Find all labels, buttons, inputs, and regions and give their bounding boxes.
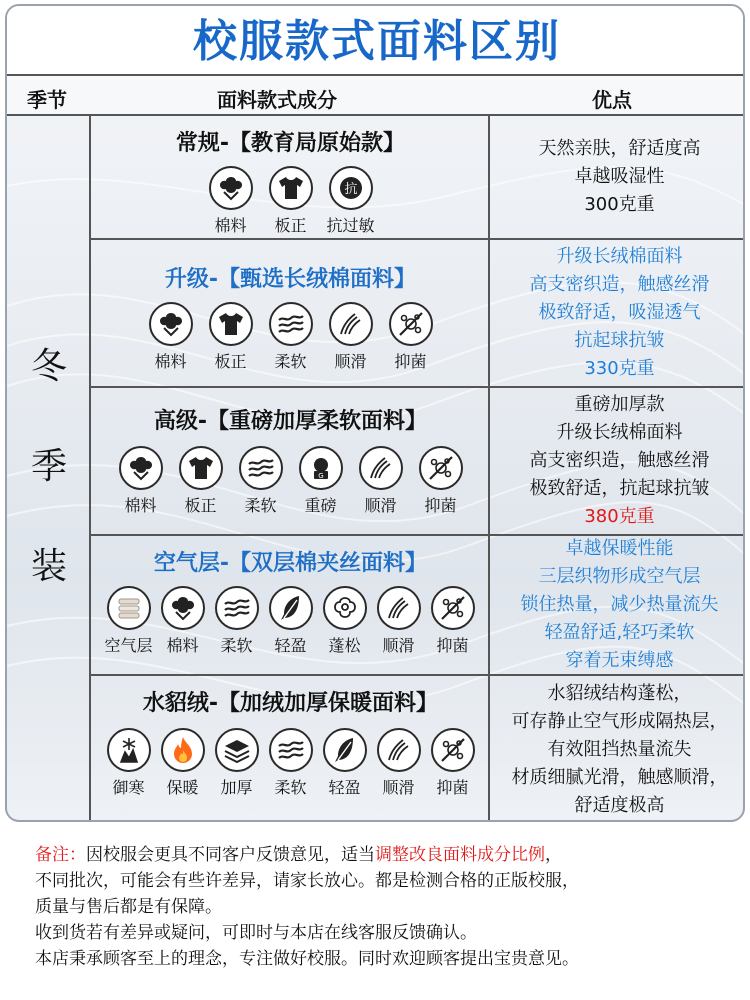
season-char: 装 [31, 546, 68, 587]
cotton-icon [149, 302, 193, 346]
feature-label: 空气层 [104, 636, 153, 655]
note-line: 本店秉承顾客至上的理念，专注做好校服。同时欢迎顾客提出宝贵意见。 [35, 949, 579, 969]
feature-item [321, 166, 381, 236]
feature-item [381, 302, 441, 372]
advantage-line: 380克重 [584, 506, 655, 527]
feature-icons [91, 586, 490, 656]
advantage-line: 锁住热量，减少热量流失 [520, 594, 719, 615]
season-column [7, 116, 91, 822]
feature-label: 板正 [274, 216, 307, 235]
feature-label: 顺滑 [334, 352, 367, 371]
advantage-line: 卓越吸湿性 [574, 166, 665, 187]
feature-item [426, 728, 480, 798]
feather-icon [269, 586, 313, 630]
soft-icon [269, 728, 313, 772]
advantage-line: 可存静止空气形成隔热层， [511, 711, 728, 732]
row-title: 常规-【教育局原始款】 [175, 131, 406, 156]
feature-item [111, 446, 171, 516]
feature-label: 加厚 [220, 778, 253, 797]
tshirt-icon [209, 302, 253, 346]
feature-label: 顺滑 [382, 778, 415, 797]
feature-item [102, 728, 156, 798]
feature-item [351, 446, 411, 516]
anti-allergy-icon [329, 166, 373, 210]
advantage-line: 水貂绒结构蓬松， [547, 683, 692, 704]
feature-label: 抗过敏 [326, 216, 375, 235]
advantage-line: 高支密织造，触感丝滑 [529, 450, 710, 471]
note-line: 不同批次，可能会有些许差异，请家长放心。都是检测合格的正版校服， [35, 871, 579, 891]
advantages-cell [492, 676, 745, 822]
note-line: 质量与售后都是有保障。 [35, 897, 222, 917]
row-title: 空气层-【双层棉夹丝面料】 [153, 551, 428, 576]
advantage-line: 300克重 [584, 194, 655, 215]
note-highlight: 调整改良面料成分比例 [375, 845, 545, 865]
feature-label: 御寒 [112, 778, 145, 797]
smooth-icon [359, 446, 403, 490]
fabric-row [91, 240, 745, 388]
advantage-line: 重磅加厚款 [574, 394, 665, 415]
feature-label: 板正 [184, 496, 217, 515]
feature-item [141, 302, 201, 372]
advantage-line: 卓越保暖性能 [565, 538, 674, 559]
thick-layers-icon [215, 728, 259, 772]
feature-item [156, 728, 210, 798]
feature-label: 抑菌 [424, 496, 457, 515]
feature-label: 顺滑 [364, 496, 397, 515]
feature-icons [91, 728, 490, 798]
notes [35, 842, 735, 972]
row-title: 升级-【甄选长绒棉面料】 [164, 267, 417, 292]
fabric-row [91, 676, 745, 822]
cotton-icon [209, 166, 253, 210]
feature-label: 抑菌 [394, 352, 427, 371]
header-fabric: 面料款式成分 [217, 88, 337, 112]
header-season: 季节 [27, 88, 67, 112]
feature-item [156, 586, 210, 656]
feature-item [102, 586, 156, 656]
cotton-icon [119, 446, 163, 490]
feather-icon [323, 728, 367, 772]
advantage-line: 升级长绒棉面料 [556, 422, 683, 443]
advantage-line: 天然亲肤，舒适度高 [538, 138, 701, 159]
advantage-line: 抗起球抗皱 [574, 330, 665, 351]
fabric-row [91, 536, 745, 676]
flame-icon [161, 728, 205, 772]
air-layer-icon [107, 586, 151, 630]
soft-icon [269, 302, 313, 346]
feature-label: 重磅 [304, 496, 337, 515]
soft-icon [239, 446, 283, 490]
note-prefix: 备注： [35, 845, 86, 865]
feature-label: 柔软 [274, 778, 307, 797]
advantages-cell [492, 388, 745, 534]
feature-label: 轻盈 [274, 636, 307, 655]
advantage-line: 330克重 [584, 358, 655, 379]
feature-label: 柔软 [274, 352, 307, 371]
advantage-line: 轻盈舒适,轻巧柔软 [544, 622, 695, 643]
feature-label: 棉料 [214, 216, 247, 235]
advantage-line: 升级长绒棉面料 [556, 246, 683, 267]
cold-resistant-icon [107, 728, 151, 772]
feature-item [201, 166, 261, 236]
feature-item [264, 586, 318, 656]
fabric-cell [91, 676, 490, 822]
feature-label: 棉料 [154, 352, 187, 371]
antibacterial-icon [431, 728, 475, 772]
feature-item [261, 302, 321, 372]
row-title: 高级-【重磅加厚柔软面料】 [153, 409, 428, 434]
antibacterial-icon [431, 586, 475, 630]
note-line [35, 842, 735, 868]
note-text: 因校服会更具不同客户反馈意见，适当 [86, 845, 375, 865]
smooth-icon [377, 728, 421, 772]
feature-item [318, 586, 372, 656]
season-char: 季 [31, 446, 68, 487]
advantage-line: 舒适度极高 [574, 795, 665, 816]
fabric-row [91, 388, 745, 536]
heavyweight-icon [299, 446, 343, 490]
fabric-cell [91, 536, 490, 674]
table-header [7, 74, 745, 116]
row-title: 水貂绒-【加绒加厚保暖面料】 [142, 691, 439, 716]
fluffy-icon [323, 586, 367, 630]
antibacterial-icon [419, 446, 463, 490]
advantage-line: 三层织物形成空气层 [538, 566, 701, 587]
feature-label: 抑菌 [436, 778, 469, 797]
advantages-cell [492, 536, 745, 674]
tshirt-icon [269, 166, 313, 210]
feature-label: 柔软 [244, 496, 277, 515]
fabric-cell [91, 116, 490, 238]
feature-label: 棉料 [166, 636, 199, 655]
feature-item [231, 446, 291, 516]
advantage-line: 有效阻挡热量流失 [547, 739, 692, 760]
smooth-icon [377, 586, 421, 630]
note-line: 收到货若有差异或疑问，可即时与本店在线客服反馈确认。 [35, 923, 477, 943]
feature-item [321, 302, 381, 372]
advantage-line: 材质细腻光滑，触感顺滑， [511, 767, 728, 788]
feature-item [264, 728, 318, 798]
feature-item [210, 728, 264, 798]
advantage-line: 极致舒适，吸湿透气 [538, 302, 701, 323]
feature-item [171, 446, 231, 516]
feature-label: 保暖 [166, 778, 199, 797]
advantages-cell [492, 116, 745, 238]
fabric-cell [91, 240, 490, 386]
header-advantages: 优点 [592, 88, 632, 112]
fabric-cell [91, 388, 490, 534]
feature-label: 轻盈 [328, 778, 361, 797]
feature-icons [91, 166, 490, 236]
tshirt-icon [179, 446, 223, 490]
advantage-line: 穿着无束缚感 [565, 650, 674, 671]
feature-item [426, 586, 480, 656]
advantages-cell [492, 240, 745, 386]
svg-text:抗: 抗 [343, 182, 358, 197]
feature-item [411, 446, 471, 516]
feature-icons [91, 302, 490, 372]
fabric-row [91, 116, 745, 240]
feature-item [210, 586, 264, 656]
cotton-icon [161, 586, 205, 630]
advantage-line: 高支密织造，触感丝滑 [529, 274, 710, 295]
feature-item [372, 586, 426, 656]
smooth-icon [329, 302, 373, 346]
note-text-end: ， [545, 845, 562, 865]
feature-item [261, 166, 321, 236]
antibacterial-icon [389, 302, 433, 346]
page-title: 校服款式面料区别 [7, 6, 745, 74]
comparison-card [5, 4, 745, 822]
feature-label: 柔软 [220, 636, 253, 655]
soft-icon [215, 586, 259, 630]
advantage-line: 极致舒适，抗起球抗皱 [529, 478, 710, 499]
feature-item [201, 302, 261, 372]
feature-item [291, 446, 351, 516]
svg-text:G: G [317, 472, 324, 480]
feature-item [318, 728, 372, 798]
feature-label: 棉料 [124, 496, 157, 515]
feature-item [372, 728, 426, 798]
feature-label: 抑菌 [436, 636, 469, 655]
feature-label: 顺滑 [382, 636, 415, 655]
feature-label: 蓬松 [328, 636, 361, 655]
season-char: 冬 [31, 346, 68, 387]
feature-icons [91, 446, 490, 516]
feature-label: 板正 [214, 352, 247, 371]
